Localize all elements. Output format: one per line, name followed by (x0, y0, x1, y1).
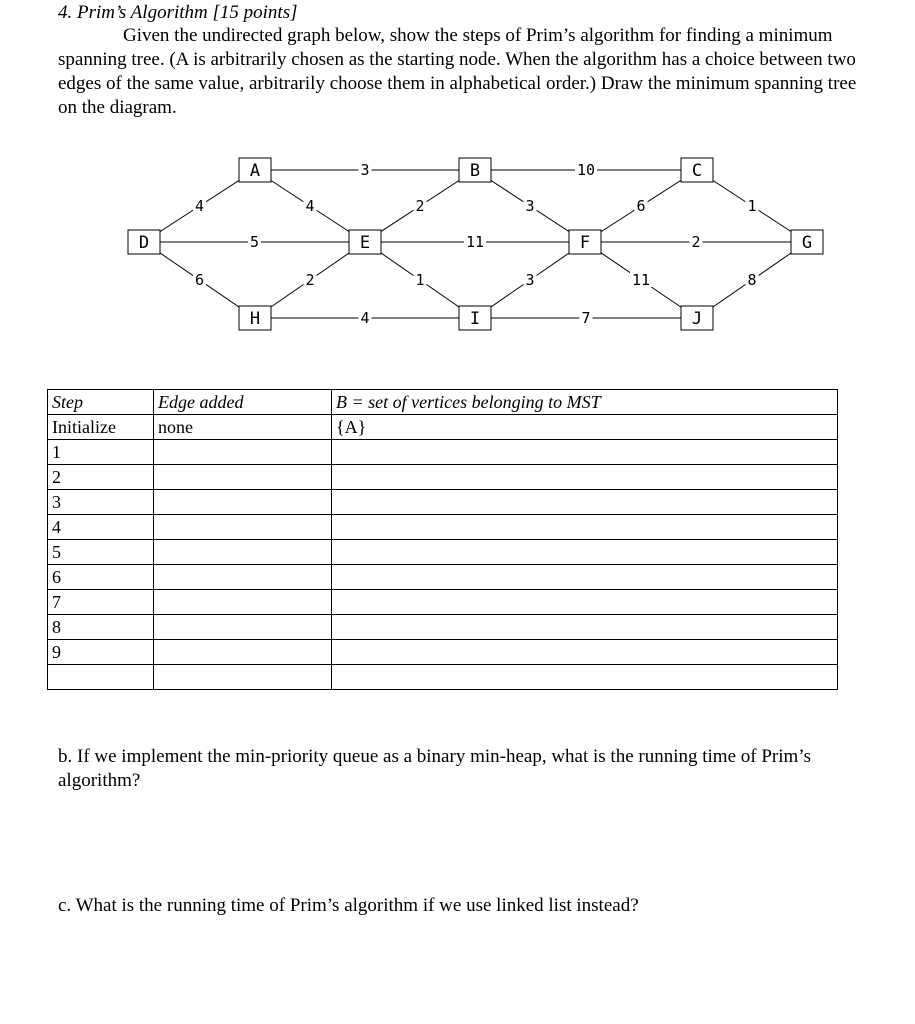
edge-weight-label: 5 (249, 233, 260, 251)
table-row (48, 465, 838, 490)
table-row (48, 440, 838, 465)
steps-table (47, 389, 838, 690)
header-edge-added: Edge added (154, 390, 332, 415)
edge-weight-label: 7 (581, 309, 591, 327)
edge-weight-label: 11 (465, 233, 485, 251)
graph-node-label: F (579, 233, 591, 253)
step-cell: 3 (48, 490, 154, 515)
graph-node-label: H (249, 309, 261, 329)
vertex-set-cell (332, 665, 838, 690)
vertex-set-cell (332, 465, 838, 490)
edge-cell (154, 565, 332, 590)
graph-node-label: C (691, 161, 703, 181)
edge-cell: none (154, 415, 332, 440)
edge-weight-label: 1 (415, 271, 425, 289)
step-cell: 8 (48, 615, 154, 640)
table-header-row (48, 390, 838, 415)
table-row (48, 515, 838, 540)
edge-weight-label: 2 (305, 271, 315, 289)
table-row (48, 590, 838, 615)
edge-cell (154, 665, 332, 690)
header-vertex-set: B = set of vertices belonging to MST (332, 390, 838, 415)
graph-node-label: I (469, 309, 481, 329)
table-row (48, 615, 838, 640)
graph-diagram (0, 140, 915, 360)
graph-node-label: E (359, 233, 371, 253)
edge-weight-label: 1 (747, 197, 757, 215)
vertex-set-cell (332, 515, 838, 540)
vertex-set-cell (332, 590, 838, 615)
vertex-set-cell (332, 490, 838, 515)
problem-intro-text: Given the undirected graph below, show the steps of Prim’s algorithm for finding a minimum spanning tree. (A is arbitrarily chosen as the starting node. When the algorithm has a choice between two edges of the same value, arbitrarily choose them in alphabetical order.) Draw the minimum spanning tree on the diagram. (58, 25, 857, 118)
table-row (48, 665, 838, 690)
graph-node-label: G (801, 233, 813, 253)
edge-weight-label: 3 (360, 161, 370, 179)
edge-cell (154, 440, 332, 465)
edge-weight-label: 11 (631, 271, 651, 289)
step-cell: Initialize (48, 415, 154, 440)
edge-weight-label: 4 (194, 197, 205, 215)
table-row (48, 540, 838, 565)
vertex-set-cell (332, 540, 838, 565)
graph-node-label: B (469, 161, 481, 181)
step-cell: 9 (48, 640, 154, 665)
question-c: c. What is the running time of Prim’s algorithm if we use linked list instead? (58, 895, 639, 916)
vertex-set-cell: {A} (332, 415, 838, 440)
edge-weight-label: 10 (576, 161, 596, 179)
edge-cell (154, 465, 332, 490)
edge-weight-label: 6 (636, 197, 646, 215)
edge-weight-label: 3 (525, 271, 535, 289)
table-row (48, 640, 838, 665)
vertex-set-cell (332, 565, 838, 590)
vertex-set-cell (332, 615, 838, 640)
edge-cell (154, 615, 332, 640)
table-row (48, 490, 838, 515)
question-b: b. If we implement the min-priority queue as a binary min-heap, what is the running time of Prim’s algorithm? (58, 746, 811, 791)
edge-weight-label: 4 (360, 309, 370, 327)
table-row (48, 565, 838, 590)
step-cell: 2 (48, 465, 154, 490)
step-cell: 1 (48, 440, 154, 465)
edge-weight-label: 6 (194, 271, 205, 289)
table-row (48, 415, 838, 440)
graph-node-label: J (691, 309, 703, 329)
problem-title: 4. Prim’s Algorithm [15 points] (58, 2, 298, 23)
header-step: Step (48, 390, 154, 415)
edge-weight-label: 3 (525, 197, 535, 215)
edge-cell (154, 590, 332, 615)
step-cell (48, 665, 154, 690)
edge-cell (154, 640, 332, 665)
edge-weight-label: 2 (691, 233, 701, 251)
vertex-set-cell (332, 440, 838, 465)
step-cell: 5 (48, 540, 154, 565)
graph-node-label: A (249, 161, 261, 181)
step-cell: 6 (48, 565, 154, 590)
problem-intro (58, 24, 858, 120)
step-cell: 4 (48, 515, 154, 540)
edge-cell (154, 515, 332, 540)
graph-node-label: D (138, 233, 150, 253)
step-cell: 7 (48, 590, 154, 615)
edge-cell (154, 540, 332, 565)
edge-cell (154, 490, 332, 515)
vertex-set-cell (332, 640, 838, 665)
edge-weight-label: 2 (415, 197, 425, 215)
edge-weight-label: 8 (747, 271, 757, 289)
edge-weight-label: 4 (305, 197, 315, 215)
